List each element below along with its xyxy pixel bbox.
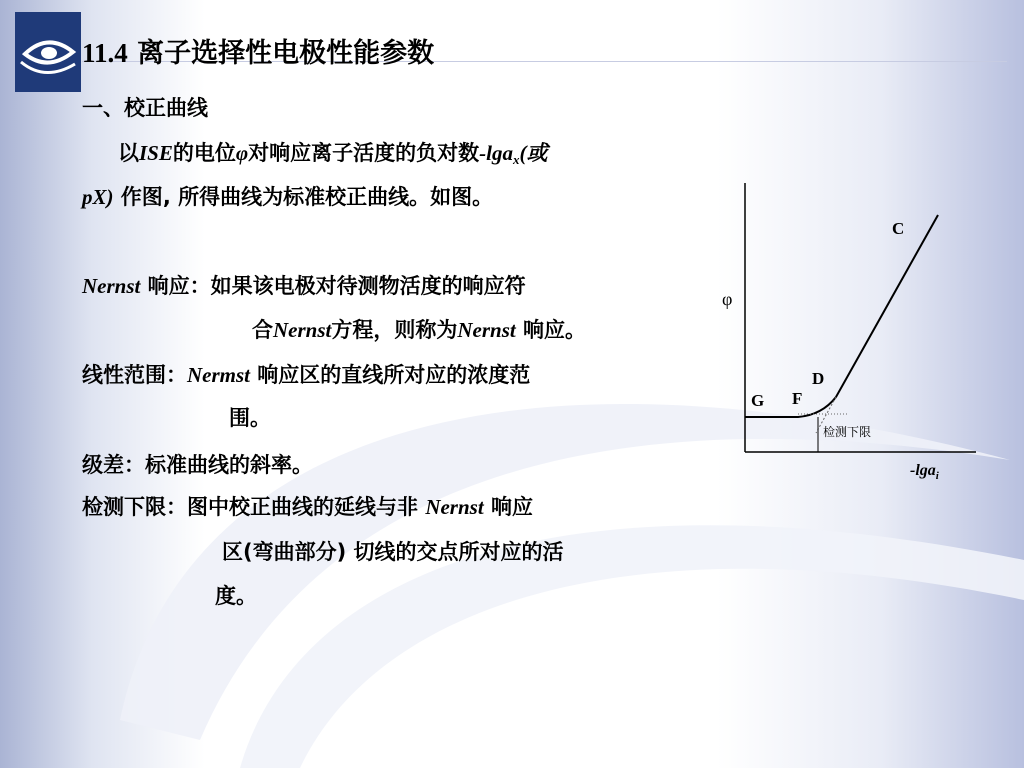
nernst-term: Nernst <box>273 318 332 342</box>
intro-line-1 <box>118 141 547 168</box>
definition-label: 线性范围： <box>82 363 187 387</box>
section-heading: 一、校正曲线 <box>82 96 208 120</box>
detection-limit-line-3: 度。 <box>215 584 257 608</box>
px-term: pX) <box>82 185 114 209</box>
definition-text: 响应。 <box>515 318 587 342</box>
intro-line-2 <box>82 185 493 209</box>
nernst-term: Nernst <box>425 495 484 519</box>
intro-text: 的电位 <box>172 141 236 165</box>
nernst-response-line-2 <box>252 318 586 342</box>
page-title <box>82 40 434 67</box>
title-text: 离子选择性电极性能参数 <box>137 38 435 69</box>
nernst-term: Nernst <box>82 274 141 298</box>
intro-paren: (或 <box>519 141 548 165</box>
definition-text: 响应：如果该电极对待测物活度的响应符 <box>140 274 526 298</box>
nernst-term: Nernst <box>457 318 516 342</box>
linear-range-line-1 <box>82 363 530 387</box>
nermst-term: Nermst <box>187 363 250 387</box>
definition-text: 图中校正曲线的延线与非 <box>187 495 426 519</box>
point-label-f: F <box>792 389 803 408</box>
linear-range-line-2: 围。 <box>229 406 271 430</box>
calibration-curve <box>745 215 938 417</box>
lga-term: -lga <box>479 141 513 165</box>
subscript-x: x <box>512 152 520 167</box>
point-label-c: C <box>892 219 905 238</box>
point-label-g: G <box>751 391 765 410</box>
slope-definition: 级差：标准曲线的斜率。 <box>82 453 313 477</box>
detection-limit-line-2: 区(弯曲部分) 切线的交点所对应的活 <box>222 540 564 564</box>
ise-term: ISE <box>139 141 173 165</box>
intro-text: 作图 <box>113 185 163 209</box>
nernst-response-line-1 <box>82 274 526 298</box>
definition-text: 响应区的直线所对应的浓度范 <box>250 363 531 387</box>
definition-text: 合 <box>252 318 273 342</box>
intro-text: 对响应离子活度的负对数 <box>248 141 480 165</box>
detection-limit-line-1 <box>82 495 533 519</box>
eye-logo-icon <box>15 12 81 92</box>
title-number: 11.4 <box>82 38 128 68</box>
y-axis-label: φ <box>722 289 733 309</box>
definition-text: 方程，则称为 <box>331 318 458 342</box>
phi-symbol: φ <box>235 141 249 165</box>
definition-label: 检测下限： <box>82 495 187 519</box>
calibration-curve-chart <box>722 175 1000 505</box>
x-axis-label: -lga$_i$ <box>910 462 939 482</box>
point-label-d: D <box>812 369 825 388</box>
definition-text: 响应 <box>483 495 533 519</box>
intro-text: 以 <box>118 141 139 165</box>
intro-text: , 所得曲线为标准校正曲线。如图。 <box>162 185 494 209</box>
detection-limit-annotation: 检测下限 <box>823 425 872 439</box>
